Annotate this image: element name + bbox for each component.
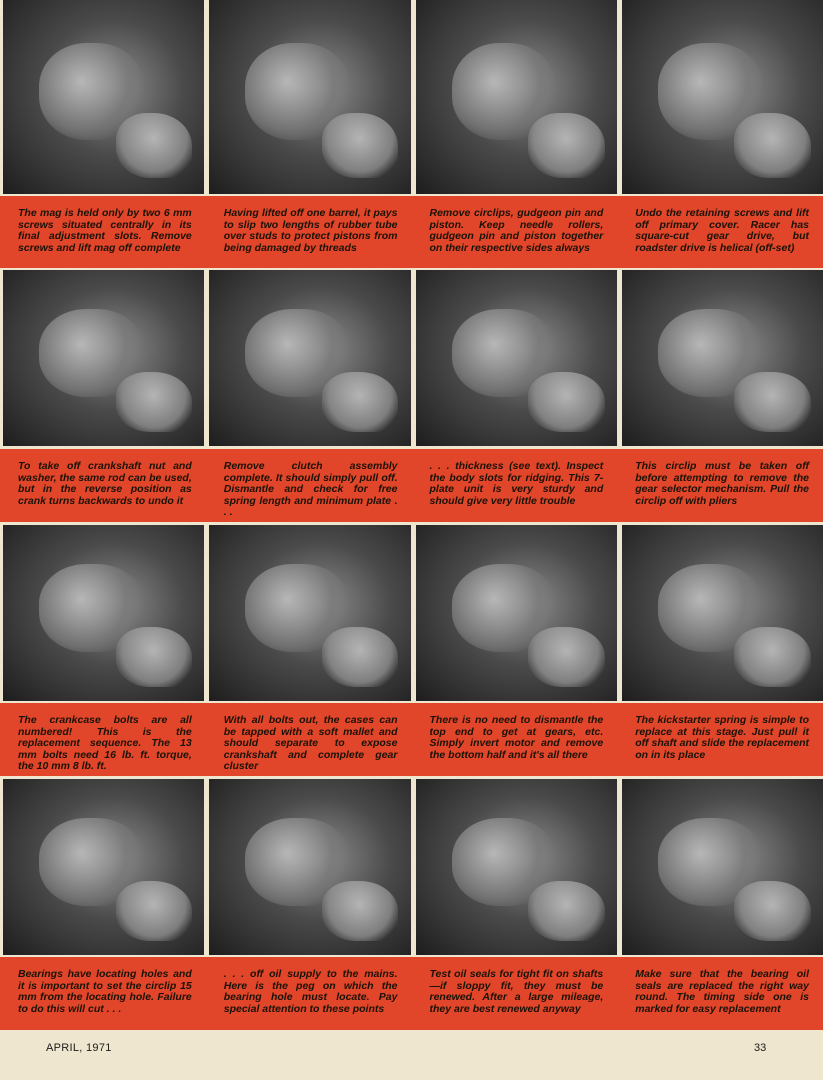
- photo-piston-removal: [416, 0, 617, 194]
- photo-barrel-lift: [209, 0, 410, 194]
- caption-band-4: [0, 957, 823, 1030]
- caption: Test oil seals for tight fit on shafts—if sloppy fit, they must be renewed. After a large mileage, they are best renewed anyway: [429, 968, 604, 1015]
- caption: Bearings have locating holes and it is important to set the circlip 15 mm from the locating hole. Failure to do this will cut . . .: [18, 968, 192, 1015]
- photo-oil-seal-test: [416, 779, 617, 955]
- caption: Make sure that the bearing oil seals are replaced the right way round. The timing side one is marked for easy replacement: [635, 968, 809, 1015]
- photo-mag-removal: [3, 0, 204, 194]
- photo-kickstarter-spring: [622, 525, 823, 701]
- photo-primary-cover: [622, 0, 823, 194]
- caption: There is no need to dismantle the top end to get at gears, etc. Simply invert motor and remove the bottom half and it's all there: [429, 714, 604, 761]
- photo-crankcase-bolts: [3, 525, 204, 701]
- caption: Undo the retaining screws and lift off primary cover. Racer has square-cut gear drive, but roadster drive is helical (off-set): [635, 207, 809, 254]
- photo-row-1: [3, 0, 823, 194]
- photo-oil-seal-replacement: [622, 779, 823, 955]
- caption: . . . thickness (see text). Inspect the body slots for ridging. This 7-plate unit is very sturdy and should give very little trouble: [429, 460, 604, 507]
- photo-row-4: [3, 779, 823, 955]
- photo-gear-cluster: [416, 525, 617, 701]
- caption: The kickstarter spring is simple to replace at this stage. Just pull it off shaft and slide the replacement on in its place: [635, 714, 809, 761]
- caption-band-1: [0, 196, 823, 268]
- photo-crankshaft-nut: [3, 270, 204, 446]
- caption: With all bolts out, the cases can be tapped with a soft mallet and should separate to expose crankshaft and complete gear cluster: [223, 714, 398, 772]
- caption: Remove circlips, gudgeon pin and piston. Keep needle rollers, gudgeon pin and piston together on their respective sides always: [429, 207, 604, 254]
- caption: Remove clutch assembly complete. It should simply pull off. Dismantle and check for free spring length and minimum plate . . .: [223, 460, 398, 518]
- photo-row-3: [3, 525, 823, 701]
- photo-clutch-assembly: [209, 270, 410, 446]
- issue-date: APRIL, 1971: [46, 1042, 112, 1054]
- caption-band-3: [0, 703, 823, 776]
- page-number: 33: [754, 1042, 767, 1054]
- caption-band-2: [0, 449, 823, 522]
- photo-circlip: [622, 270, 823, 446]
- caption: . . . off oil supply to the mains. Here is the peg on which the bearing hole must locate. Pay special attention to these points: [223, 968, 398, 1015]
- photo-clutch-plates: [416, 270, 617, 446]
- photo-cases-separated: [209, 525, 410, 701]
- caption: The crankcase bolts are all numbered! This is the replacement sequence. The 13 mm bolts need 16 lb. ft. torque, the 10 mm 8 lb. ft.: [18, 714, 192, 772]
- caption: Having lifted off one barrel, it pays to slip two lengths of rubber tube over studs to protect pistons from being damaged by threads: [223, 207, 398, 254]
- photo-bearing-peg: [209, 779, 410, 955]
- caption: The mag is held only by two 6 mm screws situated centrally in its final adjustment slots. Remove screws and lift mag off complete: [18, 207, 192, 254]
- caption: To take off crankshaft nut and washer, the same rod can be used, but in the reverse position as crank turns backwards to undo it: [18, 460, 192, 507]
- photo-bearing-circlip: [3, 779, 204, 955]
- photo-row-2: [3, 270, 823, 446]
- caption: This circlip must be taken off before attempting to remove the gear selector mechanism. Pull the circlip off with pliers: [635, 460, 809, 507]
